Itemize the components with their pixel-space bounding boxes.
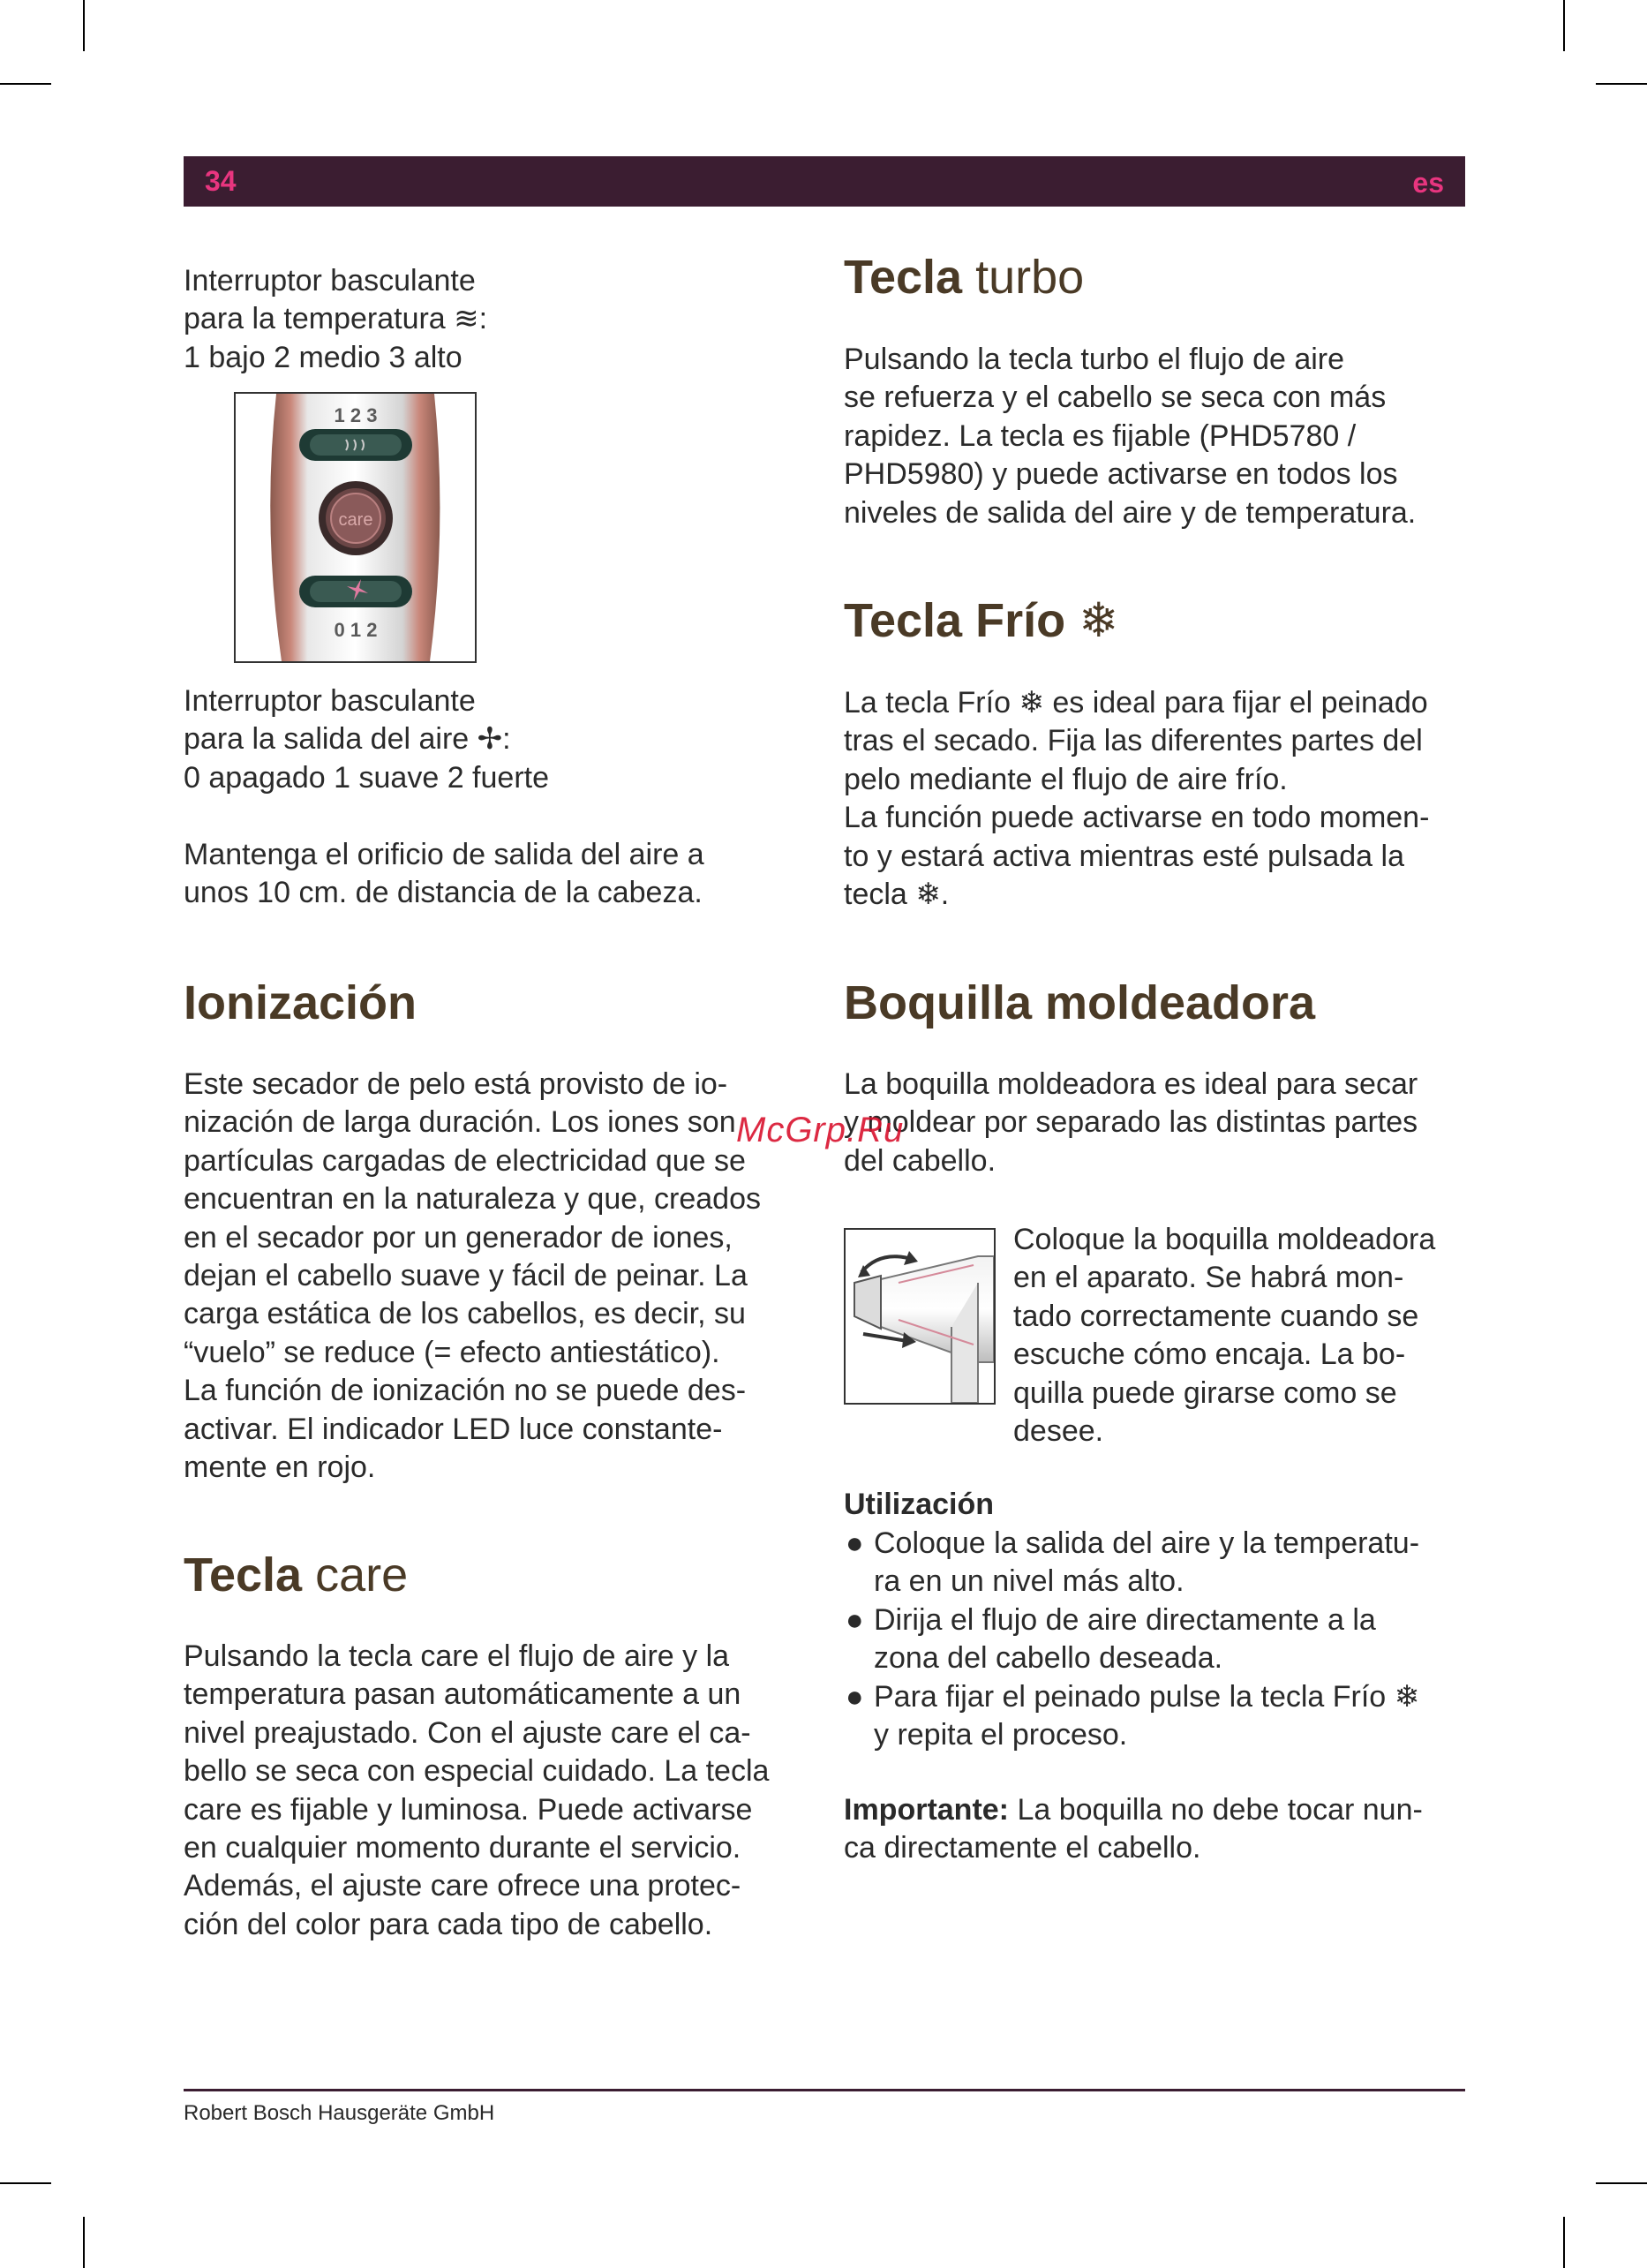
boquilla-text: La boquilla moldeadora es ideal para secar y moldear por separado las distintas partes del cabello. [844, 1067, 1418, 1178]
care-button-label: care [338, 510, 373, 530]
temperature-scale-labels: 1 2 3 [334, 404, 378, 426]
crop-mark [1596, 2182, 1647, 2184]
nozzle-attach-illustration [846, 1230, 994, 1403]
frio-heading: Tecla Frío ❄ [844, 594, 1119, 647]
crop-mark [1596, 83, 1647, 85]
air-switch-text: Interruptor basculante para la salida del aire ✢: 0 apagado 1 suave 2 fuerte [184, 684, 549, 795]
turbo-heading-light: turbo [975, 251, 1085, 304]
list-item: ● Dirija el flujo de aire directamente a la zona del cabello deseada. [846, 1602, 1376, 1676]
crop-mark [1563, 0, 1565, 51]
care-text: Pulsando la tecla care el flujo de aire y la temperatura pasan automáticamente a un nivel preajustado. Con el ajuste care el ca- bello se seca con especial cuidado. La tecla care es fijable y luminosa. Puede activarse en cualquier momento durante el servicio. Además, el ajuste care ofrece una protec- ción del color para cada tipo de cabello. [184, 1639, 770, 1941]
air-scale-labels: 0 1 2 [334, 619, 378, 641]
crop-mark [83, 0, 85, 51]
temperature-switch-text: Interruptor basculante para la temperatura ≋: 1 bajo 2 medio 3 alto [184, 264, 488, 374]
importante-text: La boquilla no debe tocar nun- ca directamente el cabello. [844, 1793, 1423, 1865]
footer-company: Robert Bosch Hausgeräte GmbH [184, 2101, 495, 2125]
crop-mark [1563, 2217, 1565, 2268]
bullet-icon: ● [846, 1602, 864, 1637]
boquilla-figure-text: Coloque la boquilla moldeadora en el aparato. Se habrá mon- tado correctamente cuando se escuche cómo encaja. La bo- quilla puede girarse como se desee. [1013, 1223, 1436, 1449]
importante-note [844, 1791, 1470, 1868]
list-item: ● Para fijar el peinado pulse la tecla Frío ❄ y repita el proceso. [846, 1679, 1420, 1752]
language-code: es [1412, 167, 1444, 199]
ionizacion-text: Este secador de pelo está provisto de io- nización de larga duración. Los iones son partículas cargadas de electricidad que se encuentran en la naturaleza y que, creados en el secador por un generador de iones, dejan el cabello suave y fácil de peinar. La carga estática de los cabellos, es decir, su “vuelo” se reduce (= efecto antiestático). La función de ionización no se puede des- activar. El indicador LED luce constante- mente en rojo. [184, 1067, 762, 1485]
watermark: McGrp.Ru [736, 1111, 905, 1149]
turbo-heading [844, 249, 1084, 305]
crop-mark [83, 2217, 85, 2268]
distance-text: Mantenga el orificio de salida del aire a unos 10 cm. de distancia de la cabeza. [184, 838, 704, 910]
boquilla-heading: Boquilla moldeadora [844, 976, 1316, 1029]
page-number: 34 [205, 165, 237, 197]
care-heading-light: care [315, 1548, 409, 1601]
bullet-icon: ● [846, 1679, 864, 1714]
footer-divider [184, 2089, 1465, 2091]
care-heading [184, 1547, 408, 1603]
page-header [184, 156, 1465, 207]
switch-panel-figure [234, 392, 477, 663]
nozzle-figure [844, 1228, 996, 1405]
crop-mark [0, 2182, 51, 2184]
ionizacion-heading: Ionización [184, 976, 417, 1029]
utilizacion-list [844, 1525, 1470, 1754]
turbo-text: Pulsando la tecla turbo el flujo de aire se refuerza y el cabello se seca con más rapidez. La tecla es fijable (PHD5780 / PHD5980) y puede activarse en todos los niveles de salida del aire y de temperatura. [844, 343, 1417, 530]
care-heading-bold: Tecla [184, 1548, 303, 1601]
crop-mark [0, 83, 51, 85]
bullet-icon: ● [846, 1526, 864, 1560]
importante-label: Importante: [844, 1793, 1009, 1827]
list-item: ● Coloque la salida del aire y la temperatu- ra en un nivel más alto. [846, 1526, 1420, 1599]
hair-dryer-controls-illustration [236, 394, 475, 661]
turbo-heading-bold: Tecla [844, 251, 963, 304]
utilizacion-heading: Utilización [844, 1488, 995, 1521]
frio-text: La tecla Frío ❄ es ideal para fijar el peinado tras el secado. Fija las diferentes partes del pelo mediante el flujo de aire frío. La función puede activarse en todo momen- to y estará activa mientras esté pulsada la tecla ❄. [844, 686, 1430, 912]
